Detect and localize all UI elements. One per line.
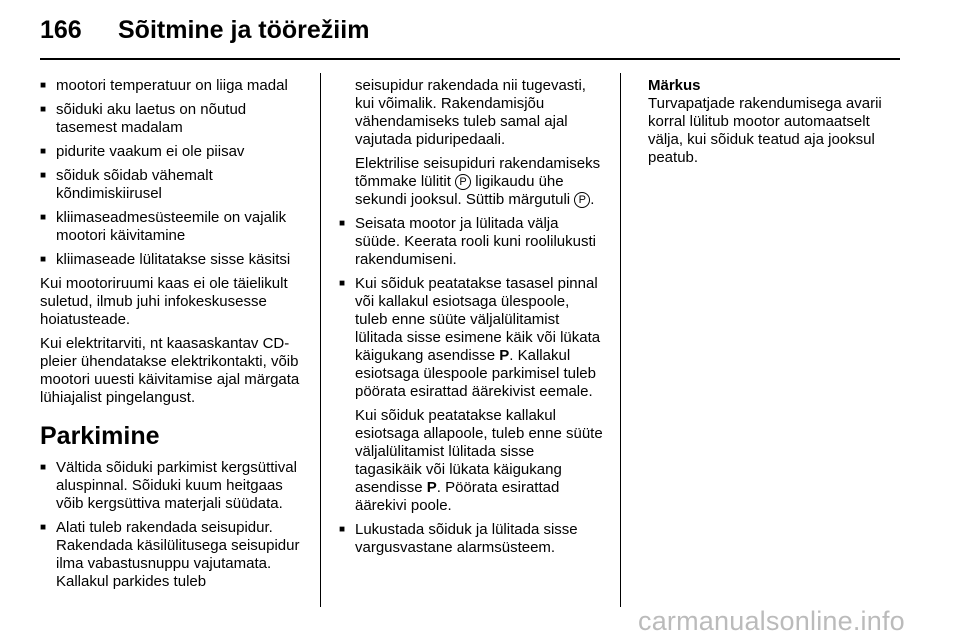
gear-position: P	[426, 479, 437, 496]
column-1	[40, 77, 306, 597]
list-item: ■ pidurite vaakum ei ole piisav	[40, 143, 306, 161]
section-heading: Parkimine	[40, 422, 160, 450]
text: Kui sõiduk peatatakse tasasel pinnal või kallakul esiotsaga ülespoole, tuleb enne süüte väljalülitamist lülitada sisse esimene käik või lükata käigukang asendisse	[355, 275, 601, 364]
list-item	[339, 275, 605, 401]
list-item: ■ Alati tuleb rakendada seisupidur. Rakendada käsilülitusega seisupidur ilma vabastusnuppu vajutamata. Kallakul parkides tuleb	[40, 519, 306, 591]
list-item: ■ kliimaseade lülitatakse sisse käsitsi	[40, 251, 306, 269]
list-item: ■ Vältida sõiduki parkimist kergsüttival aluspinnal. Sõiduki kuum heitgaas võib kergsüttiva materjali süüdata.	[40, 459, 306, 513]
note-title: Märkus	[648, 77, 701, 94]
list-item: ■ sõiduki aku laetus on nõutud tasemest madalam	[40, 101, 306, 137]
page-number: 166	[40, 16, 82, 44]
parking-brake-icon: P	[455, 174, 471, 190]
paragraph	[339, 407, 605, 515]
text: ligikaudu ühe sekundi jooksul. Süttib märgutuli	[355, 173, 571, 208]
text: . Pöörata esirattad äärekivi poole.	[355, 479, 560, 514]
list-item: ■ sõiduk sõidab vähemalt kõndimiskiirusel	[40, 167, 306, 203]
header-rule	[40, 58, 900, 60]
column-divider	[620, 73, 621, 607]
note-text: Turvapatjade rakendumisega avarii korral lülitub mootor automaatselt välja, kui sõiduk teatud aja jooksul peatub.	[648, 95, 882, 166]
parking-brake-icon: P	[574, 192, 590, 208]
gear-position: P	[499, 347, 510, 364]
footer-watermark: carmanualsonline.info	[638, 606, 905, 636]
list-item: ■ mootori temperatuur on liiga madal	[40, 77, 306, 95]
paragraph: seisupidur rakendada nii tugevasti, kui võimalik. Rakendamisjõu vähendamiseks tuleb samal ajal vajutada piduripedaali.	[355, 77, 586, 148]
column-2	[339, 77, 605, 563]
column-3	[648, 77, 908, 167]
list-item: ■ Lukustada sõiduk ja lülitada sisse vargusvastane alarmsüsteem.	[339, 521, 605, 557]
list-item: ■ kliimaseadmesüsteemile on vajalik mootori käivitamine	[40, 209, 306, 245]
paragraph: Elektrilise seisupiduri rakendamiseks tõmmake lülitit P ligikaudu ühe sekundi jooksul. Süttib märgutuli P .	[355, 155, 601, 208]
column-divider	[320, 73, 321, 607]
paragraph: Kui elektritarviti, nt kaasaskantav CD-pleier ühendatakse elektrikontakti, võib mootori uuesti käivitamise ajal märgata lühiajalist pingelangust.	[40, 335, 300, 406]
text: Kui sõiduk peatatakse kallakul esiotsaga allapoole, tuleb enne süüte väljalülitamist lülitada sisse tagasikäik või lükata käigukang asendisse	[355, 407, 603, 496]
text: . Kallakul esiotsaga ülespoole parkimisel tuleb pöörata esirattad äärekivist eemale.	[355, 347, 596, 400]
text: Elektrilise seisupiduri rakendamiseks tõmmake lülitit	[355, 155, 601, 190]
list-item: ■ Seisata mootor ja lülitada välja süüde. Keerata rooli kuni roolilukusti rakendumiseni.	[339, 215, 605, 269]
paragraph: Kui mootoriruumi kaas ei ole täielikult suletud, ilmub juhi infokeskusesse hoiatusteade.	[40, 275, 288, 328]
chapter-title: Sõitmine ja töörežiim	[118, 16, 370, 44]
